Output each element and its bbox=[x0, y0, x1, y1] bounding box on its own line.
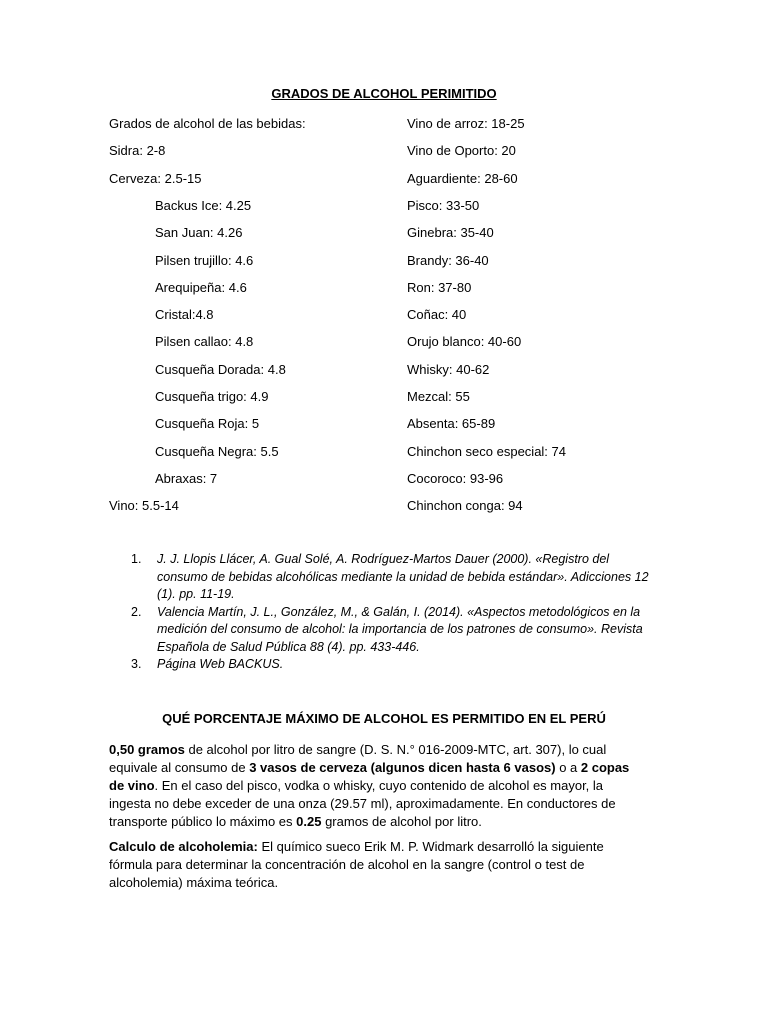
right-list-item: Ron: 37-80 bbox=[407, 279, 472, 295]
reference-text: Valencia Martín, J. L., González, M., & Galán, I. (2014). «Aspectos metodológicos en la medición del consumo de alcohol: la importancia de los patrones de consumo». Revista Española de Salud Pública 88 (4). pp. 433-446. bbox=[157, 604, 643, 654]
text-run: El químico sueco Erik M. P. Widmark desarrolló la siguiente fórmula para determinar la concentración de alcohol en la sangre (control o test de alcoholemia) máxima teórica. bbox=[109, 839, 604, 890]
reference-text: Página Web BACKUS. bbox=[157, 657, 284, 671]
left-list-item: Cristal:4.8 bbox=[155, 307, 214, 323]
right-list-item: Cocoroco: 93-96 bbox=[407, 470, 504, 486]
left-list-item: Cusqueña trigo: 4.9 bbox=[155, 389, 269, 404]
bold-text-run: Calculo de alcoholemia: bbox=[109, 839, 258, 854]
document-title: GRADOS DE ALCOHOL PERIMITIDO bbox=[271, 86, 497, 101]
text-run: de alcohol por litro de sangre (D. S. N.° 016-2009-MTC, art. 307), lo cual equivale al consumo de bbox=[109, 742, 607, 775]
reference-text: J. J. Llopis Llácer, A. Gual Solé, A. Rodríguez-Martos Dauer (2000). «Registro del consumo de bebidas alcohólicas mediante la unidad de bebida estándar». Adicciones 12 (1). pp. 11-19. bbox=[157, 552, 649, 601]
right-list-item: Aguardiente: 28-60 bbox=[407, 170, 518, 186]
reference-item bbox=[131, 551, 651, 604]
reference-item bbox=[131, 604, 651, 657]
right-list-item: Orujo blanco: 40-60 bbox=[407, 334, 522, 350]
reference-number: 1. bbox=[131, 552, 142, 566]
left-list-item: Grados de alcohol de las bebidas: bbox=[109, 116, 306, 131]
left-list-item: Cerveza: 2.5-15 bbox=[109, 170, 202, 186]
paragraph-legal-limit bbox=[109, 741, 644, 831]
left-list-item: Abraxas: 7 bbox=[155, 470, 218, 486]
right-list-item: Pisco: 33-50 bbox=[407, 197, 480, 213]
right-list-item: Absenta: 65-89 bbox=[407, 416, 496, 432]
section-title: QUÉ PORCENTAJE MÁXIMO DE ALCOHOL ES PERMITIDO EN EL PERÚ bbox=[162, 711, 606, 726]
reference-number: 2. bbox=[131, 604, 142, 619]
text-run: gramos de alcohol por litro. bbox=[321, 814, 482, 829]
left-list-item: Cusqueña Dorada: 4.8 bbox=[155, 361, 286, 377]
right-list-item: Chinchon conga: 94 bbox=[407, 498, 523, 514]
bold-text-run: 0,50 gramos bbox=[109, 742, 185, 757]
right-list-item: Chinchon seco especial: 74 bbox=[407, 443, 566, 459]
reference-item bbox=[131, 656, 651, 674]
right-list-item: Vino de Oporto: 20 bbox=[407, 143, 516, 159]
left-list-item: San Juan: 4.26 bbox=[155, 225, 243, 241]
right-list-item: Ginebra: 35-40 bbox=[407, 225, 494, 241]
right-list-item: Mezcal: 55 bbox=[407, 389, 470, 404]
right-list-item: Brandy: 36-40 bbox=[407, 252, 489, 268]
left-list-item: Arequipeña: 4.6 bbox=[155, 279, 247, 295]
bold-text-run: 2 copas de vino bbox=[109, 760, 630, 793]
text-run: o a bbox=[555, 760, 581, 775]
text-run: . En el caso del pisco, vodka o whisky, cuyo contenido de alcohol es mayor, la ingesta no debe exceder de una onza (29.57 ml), aproximadamente. En conductores de transporte público lo máximo es bbox=[109, 778, 616, 829]
paragraph-alcoholemia bbox=[109, 838, 644, 892]
right-list-item: Whisky: 40-62 bbox=[407, 361, 490, 377]
right-list-item: Coñac: 40 bbox=[407, 307, 467, 323]
reference-number: 3. bbox=[131, 657, 142, 671]
left-list-item: Backus Ice: 4.25 bbox=[155, 197, 252, 213]
right-list-item: Vino de arroz: 18-25 bbox=[407, 116, 525, 131]
left-list-item: Sidra: 2-8 bbox=[109, 143, 166, 159]
left-list-item: Vino: 5.5-14 bbox=[109, 498, 179, 514]
left-list-item: Cusqueña Roja: 5 bbox=[155, 416, 260, 432]
left-list-item: Pilsen callao: 4.8 bbox=[155, 334, 254, 350]
left-list-item: Pilsen trujillo: 4.6 bbox=[155, 252, 254, 268]
bold-text-run: 3 vasos de cerveza (algunos dicen hasta 6 vasos) bbox=[249, 760, 556, 775]
bold-text-run: 0.25 bbox=[296, 814, 322, 829]
left-list-item: Cusqueña Negra: 5.5 bbox=[155, 443, 279, 459]
references-list bbox=[131, 551, 651, 674]
